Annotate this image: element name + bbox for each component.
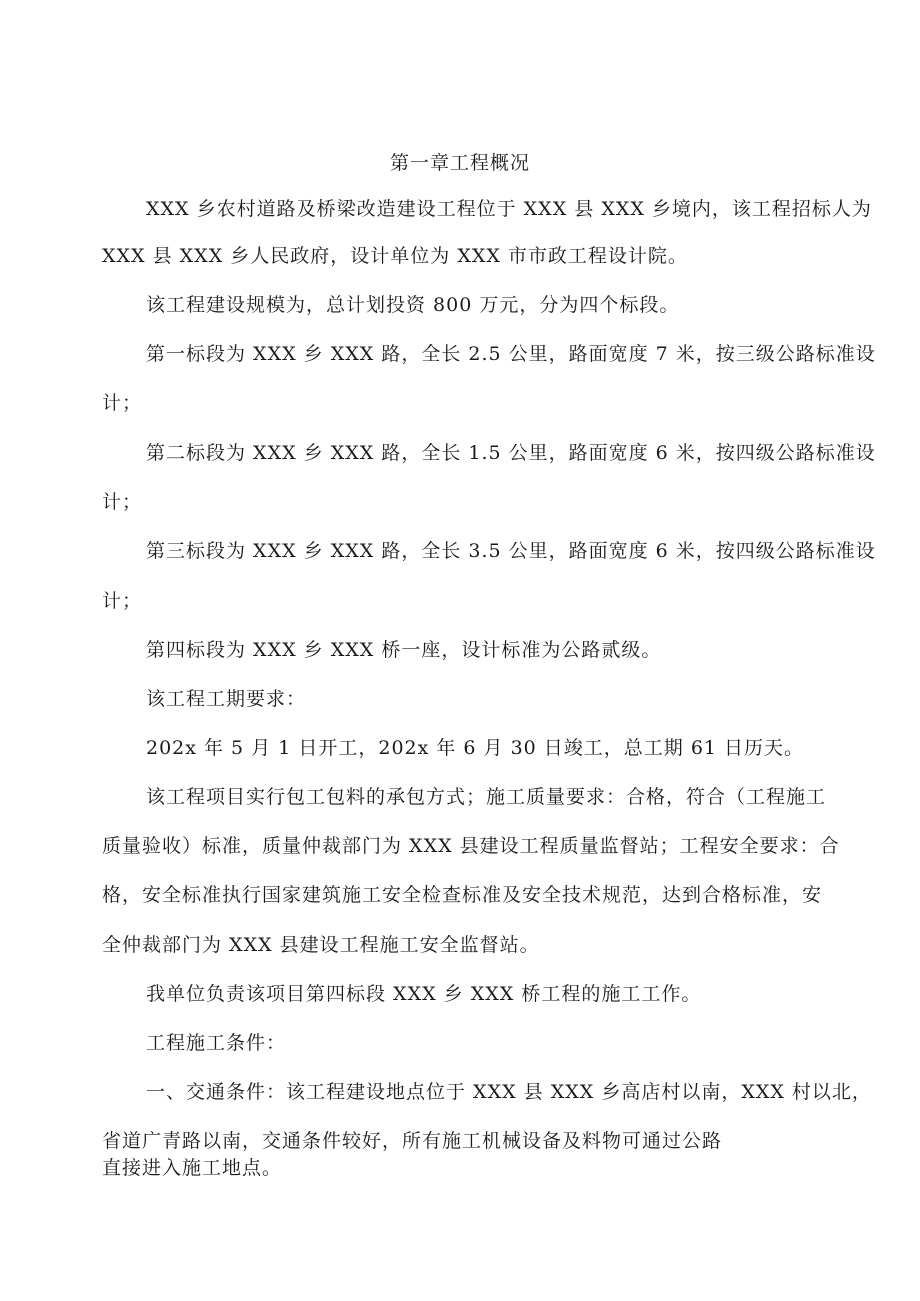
paragraph-line: XXX 县 XXX 乡人民政府，设计单位为 XXX 市市政工程设计院。 [102, 245, 688, 267]
paragraph-line: 我单位负责该项目第四标段 XXX 乡 XXX 桥工程的施工工作。 [146, 983, 702, 1005]
paragraph-line: 第一标段为 XXX 乡 XXX 路，全长 2.5 公里，路面宽度 7 米，按三级公路标准设 [146, 343, 876, 365]
paragraph-line: 第三标段为 XXX 乡 XXX 路，全长 3.5 公里，路面宽度 6 米，按四级公路标准设 [146, 540, 876, 562]
paragraph-line: 计； [102, 491, 143, 513]
paragraph-line: 第二标段为 XXX 乡 XXX 路，全长 1.5 公里，路面宽度 6 米，按四级公路标准设 [146, 442, 876, 464]
paragraph-line: 202x 年 5 月 1 日开工，202x 年 6 月 30 日竣工，总工期 61 日历天。 [146, 737, 805, 759]
paragraph-line: 工程施工条件： [146, 1032, 287, 1054]
paragraph-line: 该工程工期要求： [146, 688, 307, 710]
paragraph-line: 该工程项目实行包工包料的承包方式；施工质量要求：合格，符合（工程施工 [146, 786, 827, 808]
paragraph-line: 省道广青路以南，交通条件较好，所有施工机械设备及料物可通过公路 [102, 1130, 723, 1152]
paragraph-line: 计； [102, 392, 143, 414]
paragraph-line: 第四标段为 XXX 乡 XXX 桥一座，设计标准为公路贰级。 [146, 639, 662, 661]
paragraph-line: 该工程建设规模为，总计划投资 800 万元，分为四个标段。 [146, 294, 680, 316]
paragraph-line: 质量验收）标准，质量仲裁部门为 XXX 县建设工程质量监督站；工程安全要求：合 [102, 835, 840, 857]
paragraph-line: 格，安全标准执行国家建筑施工安全检查标准及安全技术规范，达到合格标准，安 [102, 884, 823, 906]
paragraph-line: 直接进入施工地点。 [102, 1157, 283, 1179]
paragraph-line: 全仲裁部门为 XXX 县建设工程施工安全监督站。 [102, 934, 540, 956]
paragraph-line: 计； [102, 590, 143, 612]
paragraph-line: XXX 乡农村道路及桥梁改造建设工程位于 XXX 县 XXX 乡境内，该工程招标人为 [146, 198, 872, 220]
chapter-title: 第一章工程概况 [389, 152, 530, 174]
paragraph-line: 一、交通条件：该工程建设地点位于 XXX 县 XXX 乡高店村以南，XXX 村以北， [146, 1081, 872, 1103]
